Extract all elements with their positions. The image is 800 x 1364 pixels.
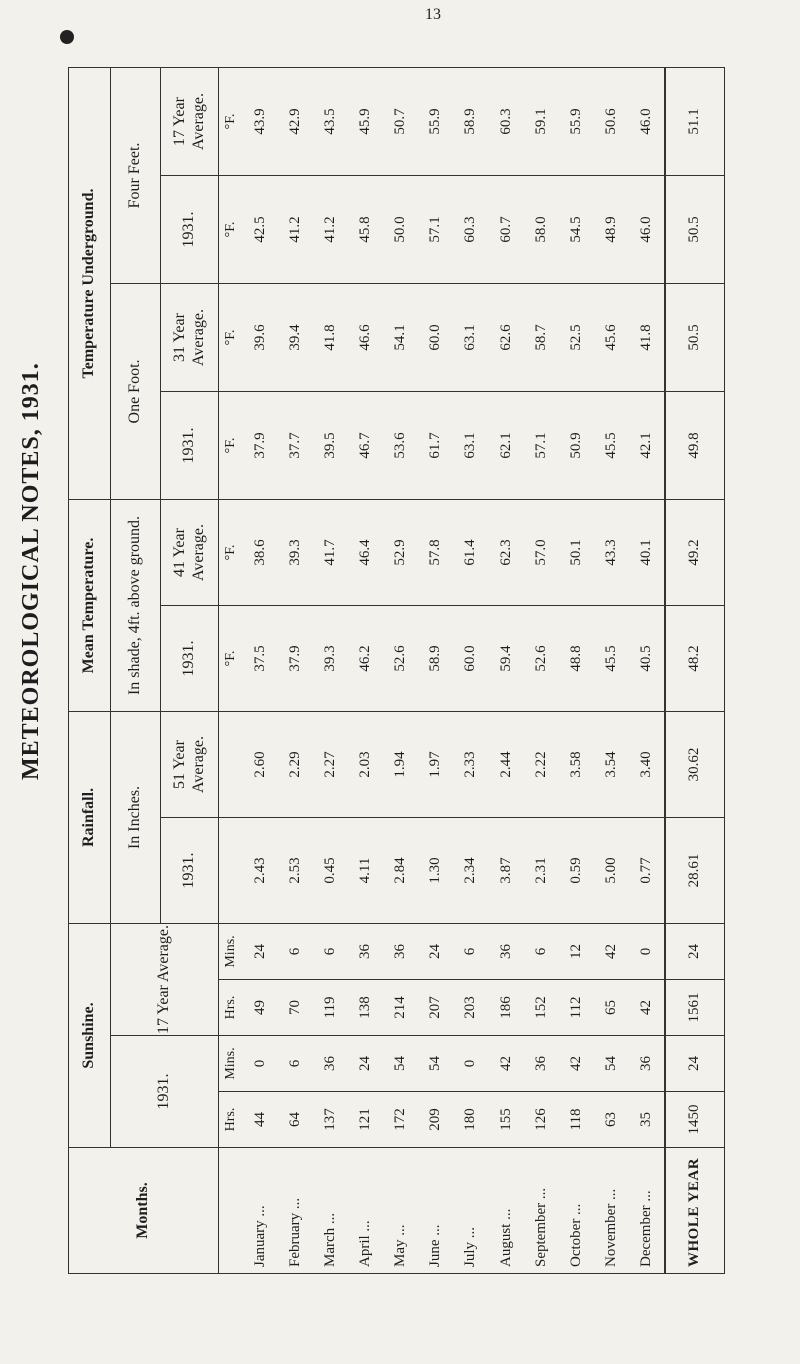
cell-mean-temp-avg: 39.3: [278, 499, 313, 605]
cell-sunshine-1931-mins: 24: [665, 1036, 725, 1092]
page-title: METEOROLOGICAL NOTES, 1931.: [18, 362, 44, 780]
cell-one-foot-avg: 45.6: [594, 283, 629, 391]
cell-rainfall-avg: 2.03: [348, 711, 383, 817]
cell-rainfall-1931: 0.77: [629, 817, 665, 923]
table-row: [348, 67, 383, 1273]
cell-one-foot-1931: 63.1: [453, 391, 488, 499]
cell-one-foot-1931: 49.8: [665, 391, 725, 499]
cell-sunshine-avg-hrs: 112: [559, 980, 594, 1036]
cell-sunshine-avg-mins: 36: [488, 923, 523, 979]
cell-sunshine-avg-mins: 24: [665, 923, 725, 979]
cell-rainfall-1931: 28.61: [665, 817, 725, 923]
table-row: [488, 67, 523, 1273]
cell-four-feet-1931: 45.8: [348, 175, 383, 283]
temperature-underground-header: Temperature Underground.: [69, 67, 111, 499]
cell-one-foot-avg: 46.6: [348, 283, 383, 391]
cell-mean-temp-avg: 57.0: [524, 499, 559, 605]
cell-four-feet-1931: 50.5: [665, 175, 725, 283]
rainfall-subheader: In Inches.: [111, 711, 161, 923]
cell-four-feet-avg: 46.0: [629, 67, 665, 175]
cell-mean-temp-avg: 61.4: [453, 499, 488, 605]
cell-four-feet-avg: 50.6: [594, 67, 629, 175]
degree-unit: °F.: [219, 67, 244, 175]
cell-one-foot-avg: 41.8: [629, 283, 665, 391]
month-label: April ...: [348, 1148, 383, 1274]
cell-mean-temp-avg: 40.1: [629, 499, 665, 605]
page-number: 13: [425, 6, 441, 23]
rainfall-header: Rainfall.: [69, 711, 111, 923]
rainfall-1931-header: 1931.: [161, 817, 219, 923]
cell-one-foot-avg: 39.6: [243, 283, 278, 391]
cell-four-feet-avg: 43.5: [313, 67, 348, 175]
cell-sunshine-1931-mins: 36: [524, 1036, 559, 1092]
cell-sunshine-avg-hrs: 138: [348, 980, 383, 1036]
cell-mean-temp-1931: 48.2: [665, 605, 725, 711]
cell-sunshine-avg-hrs: 49: [243, 980, 278, 1036]
cell-sunshine-1931-hrs: 172: [383, 1092, 418, 1148]
cell-one-foot-avg: 58.7: [524, 283, 559, 391]
cell-mean-temp-1931: 52.6: [383, 605, 418, 711]
degree-unit: °F.: [219, 175, 244, 283]
cell-mean-temp-1931: 52.6: [524, 605, 559, 711]
cell-rainfall-1931: 2.31: [524, 817, 559, 923]
cell-four-feet-avg: 55.9: [418, 67, 453, 175]
cell-sunshine-avg-mins: 12: [559, 923, 594, 979]
cell-mean-temp-1931: 39.3: [313, 605, 348, 711]
cell-one-foot-1931: 61.7: [418, 391, 453, 499]
cell-rainfall-avg: 1.94: [383, 711, 418, 817]
cell-four-feet-1931: 58.0: [524, 175, 559, 283]
cell-mean-temp-1931: 58.9: [418, 605, 453, 711]
degree-unit: °F.: [219, 605, 244, 711]
cell-one-foot-avg: 39.4: [278, 283, 313, 391]
degree-unit: °F.: [219, 283, 244, 391]
sunshine-average-header: 17 Year Average.: [111, 923, 219, 1035]
cell-sunshine-1931-mins: 36: [629, 1036, 665, 1092]
cell-one-foot-avg: 62.6: [488, 283, 523, 391]
cell-rainfall-avg: 2.44: [488, 711, 523, 817]
mean-temperature-header: Mean Temperature.: [69, 499, 111, 711]
cell-rainfall-avg: 2.29: [278, 711, 313, 817]
cell-mean-temp-avg: 41.7: [313, 499, 348, 605]
cell-one-foot-avg: 63.1: [453, 283, 488, 391]
cell-sunshine-avg-hrs: 65: [594, 980, 629, 1036]
cell-sunshine-avg-hrs: 207: [418, 980, 453, 1036]
table-row: [418, 67, 453, 1273]
cell-sunshine-avg-mins: 6: [524, 923, 559, 979]
cell-mean-temp-1931: 60.0: [453, 605, 488, 711]
cell-rainfall-1931: 2.43: [243, 817, 278, 923]
cell-sunshine-1931-hrs: 35: [629, 1092, 665, 1148]
cell-one-foot-1931: 45.5: [594, 391, 629, 499]
cell-mean-temp-avg: 46.4: [348, 499, 383, 605]
table-row: [524, 67, 559, 1273]
cell-mean-temp-avg: 43.3: [594, 499, 629, 605]
cell-rainfall-1931: 0.45: [313, 817, 348, 923]
cell-one-foot-1931: 39.5: [313, 391, 348, 499]
cell-four-feet-1931: 41.2: [313, 175, 348, 283]
meteorological-table-wrapper: [68, 74, 725, 1274]
units-row: [219, 67, 244, 1273]
four-feet-header: Four Feet.: [111, 67, 161, 283]
cell-mean-temp-avg: 50.1: [559, 499, 594, 605]
cell-sunshine-avg-mins: 42: [594, 923, 629, 979]
cell-rainfall-avg: 2.27: [313, 711, 348, 817]
cell-sunshine-avg-hrs: 1561: [665, 980, 725, 1036]
cell-rainfall-1931: 2.53: [278, 817, 313, 923]
cell-one-foot-avg: 50.5: [665, 283, 725, 391]
cell-one-foot-1931: 50.9: [559, 391, 594, 499]
sunshine-header: Sunshine.: [69, 923, 111, 1147]
cell-four-feet-1931: 57.1: [418, 175, 453, 283]
cell-sunshine-1931-mins: 6: [278, 1036, 313, 1092]
cell-sunshine-avg-mins: 0: [629, 923, 665, 979]
mins-unit: Mins.: [219, 923, 244, 979]
cell-four-feet-1931: 54.5: [559, 175, 594, 283]
cell-mean-temp-1931: 48.8: [559, 605, 594, 711]
cell-sunshine-avg-hrs: 119: [313, 980, 348, 1036]
month-label: November ...: [594, 1148, 629, 1274]
cell-sunshine-1931-mins: 0: [243, 1036, 278, 1092]
cell-four-feet-avg: 51.1: [665, 67, 725, 175]
four-feet-1931-header: 1931.: [161, 175, 219, 283]
cell-sunshine-avg-hrs: 152: [524, 980, 559, 1036]
cell-sunshine-1931-hrs: 209: [418, 1092, 453, 1148]
cell-sunshine-1931-hrs: 44: [243, 1092, 278, 1148]
cell-rainfall-1931: 4.11: [348, 817, 383, 923]
one-foot-header: One Foot.: [111, 283, 161, 499]
cell-rainfall-avg: 2.60: [243, 711, 278, 817]
cell-sunshine-avg-hrs: 42: [629, 980, 665, 1036]
one-foot-1931-header: 1931.: [161, 391, 219, 499]
table-row: [278, 67, 313, 1273]
month-label: June ...: [418, 1148, 453, 1274]
table-row: [383, 67, 418, 1273]
page-dot-mark: [60, 30, 74, 44]
degree-unit: °F.: [219, 499, 244, 605]
month-label: May ...: [383, 1148, 418, 1274]
cell-one-foot-1931: 62.1: [488, 391, 523, 499]
cell-four-feet-1931: 50.0: [383, 175, 418, 283]
rainfall-average-header: 51 Year Average.: [161, 711, 219, 817]
cell-sunshine-1931-mins: 0: [453, 1036, 488, 1092]
cell-sunshine-avg-mins: 6: [453, 923, 488, 979]
cell-one-foot-avg: 60.0: [418, 283, 453, 391]
cell-sunshine-1931-hrs: 121: [348, 1092, 383, 1148]
cell-rainfall-1931: 1.30: [418, 817, 453, 923]
cell-sunshine-1931-mins: 42: [488, 1036, 523, 1092]
cell-one-foot-1931: 37.9: [243, 391, 278, 499]
cell-four-feet-1931: 42.5: [243, 175, 278, 283]
month-label: February ...: [278, 1148, 313, 1274]
cell-four-feet-avg: 50.7: [383, 67, 418, 175]
four-feet-average-header: 17 Year Average.: [161, 67, 219, 175]
cell-mean-temp-avg: 38.6: [243, 499, 278, 605]
cell-sunshine-avg-hrs: 70: [278, 980, 313, 1036]
cell-mean-temp-avg: 52.9: [383, 499, 418, 605]
cell-rainfall-avg: 30.62: [665, 711, 725, 817]
cell-sunshine-avg-hrs: 186: [488, 980, 523, 1036]
cell-sunshine-1931-hrs: 1450: [665, 1092, 725, 1148]
cell-rainfall-avg: 2.33: [453, 711, 488, 817]
table-row: [629, 67, 665, 1273]
cell-sunshine-1931-hrs: 63: [594, 1092, 629, 1148]
cell-mean-temp-1931: 45.5: [594, 605, 629, 711]
meteorological-table: [68, 67, 725, 1274]
cell-rainfall-1931: 5.00: [594, 817, 629, 923]
cell-rainfall-avg: 1.97: [418, 711, 453, 817]
month-label: March ...: [313, 1148, 348, 1274]
cell-one-foot-avg: 41.8: [313, 283, 348, 391]
mean-temperature-average-header: 41 Year Average.: [161, 499, 219, 605]
cell-sunshine-1931-mins: 36: [313, 1036, 348, 1092]
cell-four-feet-avg: 45.9: [348, 67, 383, 175]
cell-one-foot-avg: 52.5: [559, 283, 594, 391]
cell-mean-temp-1931: 46.2: [348, 605, 383, 711]
month-label: January ...: [243, 1148, 278, 1274]
cell-sunshine-avg-mins: 24: [418, 923, 453, 979]
cell-sunshine-avg-hrs: 214: [383, 980, 418, 1036]
cell-rainfall-avg: 3.40: [629, 711, 665, 817]
cell-rainfall-1931: 2.34: [453, 817, 488, 923]
degree-unit: °F.: [219, 391, 244, 499]
cell-mean-temp-1931: 59.4: [488, 605, 523, 711]
cell-four-feet-avg: 60.3: [488, 67, 523, 175]
table-row: [453, 67, 488, 1273]
cell-sunshine-1931-hrs: 118: [559, 1092, 594, 1148]
mean-temperature-subheader: In shade, 4ft. above ground.: [111, 499, 161, 711]
cell-sunshine-1931-hrs: 137: [313, 1092, 348, 1148]
cell-mean-temp-1931: 40.5: [629, 605, 665, 711]
hrs-unit: Hrs.: [219, 1092, 244, 1148]
cell-mean-temp-avg: 62.3: [488, 499, 523, 605]
cell-mean-temp-avg: 57.8: [418, 499, 453, 605]
cell-sunshine-1931-mins: 24: [348, 1036, 383, 1092]
cell-mean-temp-avg: 49.2: [665, 499, 725, 605]
cell-sunshine-avg-hrs: 203: [453, 980, 488, 1036]
cell-mean-temp-1931: 37.5: [243, 605, 278, 711]
cell-sunshine-avg-mins: 24: [243, 923, 278, 979]
cell-sunshine-avg-mins: 36: [383, 923, 418, 979]
month-label: July ...: [453, 1148, 488, 1274]
cell-four-feet-1931: 41.2: [278, 175, 313, 283]
whole-year-label: WHOLE YEAR: [665, 1148, 725, 1274]
cell-four-feet-1931: 46.0: [629, 175, 665, 283]
cell-four-feet-1931: 48.9: [594, 175, 629, 283]
cell-sunshine-avg-mins: 36: [348, 923, 383, 979]
cell-four-feet-1931: 60.3: [453, 175, 488, 283]
cell-four-feet-avg: 55.9: [559, 67, 594, 175]
table-row: [594, 67, 629, 1273]
cell-sunshine-1931-hrs: 155: [488, 1092, 523, 1148]
cell-rainfall-avg: 3.54: [594, 711, 629, 817]
cell-one-foot-1931: 42.1: [629, 391, 665, 499]
cell-sunshine-1931-hrs: 180: [453, 1092, 488, 1148]
sunshine-1931-header: 1931.: [111, 1036, 219, 1148]
cell-sunshine-1931-mins: 54: [383, 1036, 418, 1092]
month-label: December ...: [629, 1148, 665, 1274]
hrs-unit: Hrs.: [219, 980, 244, 1036]
table-row: [313, 67, 348, 1273]
cell-four-feet-avg: 42.9: [278, 67, 313, 175]
cell-four-feet-avg: 59.1: [524, 67, 559, 175]
cell-four-feet-avg: 58.9: [453, 67, 488, 175]
month-label: October ...: [559, 1148, 594, 1274]
cell-rainfall-avg: 2.22: [524, 711, 559, 817]
cell-sunshine-1931-hrs: 126: [524, 1092, 559, 1148]
cell-rainfall-avg: 3.58: [559, 711, 594, 817]
cell-four-feet-avg: 43.9: [243, 67, 278, 175]
cell-one-foot-1931: 53.6: [383, 391, 418, 499]
cell-sunshine-1931-mins: 54: [418, 1036, 453, 1092]
cell-four-feet-1931: 60.7: [488, 175, 523, 283]
table-row: [243, 67, 278, 1273]
cell-sunshine-1931-hrs: 64: [278, 1092, 313, 1148]
cell-one-foot-1931: 46.7: [348, 391, 383, 499]
cell-sunshine-avg-mins: 6: [278, 923, 313, 979]
cell-one-foot-1931: 57.1: [524, 391, 559, 499]
mins-unit: Mins.: [219, 1036, 244, 1092]
cell-rainfall-1931: 3.87: [488, 817, 523, 923]
cell-one-foot-avg: 54.1: [383, 283, 418, 391]
cell-mean-temp-1931: 37.9: [278, 605, 313, 711]
table-row: [559, 67, 594, 1273]
cell-sunshine-1931-mins: 42: [559, 1036, 594, 1092]
cell-sunshine-avg-mins: 6: [313, 923, 348, 979]
cell-one-foot-1931: 37.7: [278, 391, 313, 499]
month-label: August ...: [488, 1148, 523, 1274]
cell-sunshine-1931-mins: 54: [594, 1036, 629, 1092]
mean-temperature-1931-header: 1931.: [161, 605, 219, 711]
whole-year-row: [665, 67, 725, 1273]
cell-rainfall-1931: 2.84: [383, 817, 418, 923]
data-rows: [243, 67, 665, 1273]
cell-rainfall-1931: 0.59: [559, 817, 594, 923]
month-label: September ...: [524, 1148, 559, 1274]
one-foot-average-header: 31 Year Average.: [161, 283, 219, 391]
months-header: Months.: [69, 1148, 219, 1274]
